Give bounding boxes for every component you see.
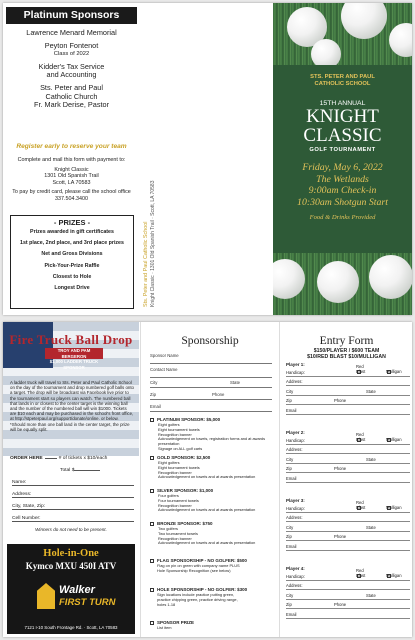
benefit-item: Acknowledgement on towels, registration forms and at awards presentation xyxy=(158,436,266,447)
entry-prices xyxy=(280,348,412,360)
sponsorship-panel xyxy=(140,322,278,637)
handicap-label: Handicap: xyxy=(286,437,305,443)
player-label: Player 4: xyxy=(286,566,305,571)
brochure-outside xyxy=(3,3,412,315)
title-line: CLASSIC xyxy=(303,125,382,146)
benefit-item: Sign locations include practice putting green, xyxy=(157,592,235,597)
dealer-name: Walker xyxy=(59,584,95,596)
address-label: Address: xyxy=(286,379,303,385)
sponsor-group xyxy=(3,63,140,80)
sponsor-group xyxy=(3,42,140,59)
event-venue: The Wetlands xyxy=(316,173,369,185)
city-state-zip-field[interactable] xyxy=(12,504,134,510)
sponsor-group xyxy=(3,29,140,38)
zip-label: Zip xyxy=(150,392,156,397)
benefit-item: Eight tournament towels xyxy=(158,464,200,470)
benefit-item: Flag on pin on green with company name PLUS xyxy=(157,563,240,568)
cover-text xyxy=(273,65,412,253)
sponsor-line: Class of 2022 xyxy=(53,51,90,58)
silver-checkbox[interactable] xyxy=(150,489,154,493)
zip-label: Zip xyxy=(286,398,292,404)
ball-drop-description: A ladder truck will travel to Sts. Peter and Paul Catholic School on the day of the tournament and drop numbered golf balls onto a target. The drop will be broadcast via Facebook live prior to the tournament start so players can watch. The numbered ball that lands in or closest to the center target is the winning ball and the number of the numbered ball will win $1000. Tickets are $10 each and may be purchased in the school's front office, at http://stpeterpaul.org/support/donate/online. or below. *Should more than one ball land in the center target, the prize will be equally split. xyxy=(10,380,134,432)
hole-checkbox[interactable] xyxy=(150,588,154,592)
benefit-item: Eight golfers xyxy=(158,422,180,427)
prize-item: Prizes awarded in gift certificates xyxy=(30,229,114,235)
address-line: Knight Classic xyxy=(54,166,89,173)
entry-form-title: Entry Form xyxy=(319,334,374,347)
red-blast-checkbox[interactable] xyxy=(357,574,361,578)
benefit-item: List item xyxy=(157,625,172,630)
register-early-text: Register early to reserve your team xyxy=(16,143,127,150)
city-state-field[interactable] xyxy=(286,454,410,464)
platinum-sponsor-list xyxy=(3,29,140,114)
address-label: Address: xyxy=(286,583,303,589)
level-name: HOLE SPONSORSHIP - NO GOLFER: $300 xyxy=(157,587,248,592)
address-field[interactable] xyxy=(286,581,410,591)
zip-label: Zip xyxy=(286,534,292,540)
city-label: City xyxy=(286,456,294,462)
phone-label: Phone xyxy=(334,534,347,540)
red-blast-checkbox[interactable] xyxy=(357,506,361,510)
cell-number-label: Cell Number: xyxy=(12,516,41,521)
food-note: Food & Drinks Provided xyxy=(309,214,376,222)
sponsor-line: Peyton Fontenot xyxy=(44,40,99,50)
dealer-address: 7121 I-10 South Frontage Rd. · Scott, LA 70583 xyxy=(24,625,118,630)
golf-ball-image xyxy=(317,261,359,303)
contact-name-field[interactable] xyxy=(150,373,272,378)
platinum-checkbox[interactable] xyxy=(150,418,154,422)
order-row xyxy=(10,456,134,473)
address-field[interactable] xyxy=(286,445,410,455)
level-benefits xyxy=(158,423,276,452)
contact-name-label: Contact Name xyxy=(150,367,178,372)
name-field[interactable] xyxy=(12,480,134,486)
mulligan-checkbox[interactable] xyxy=(387,506,391,510)
sponsor-line: Lawrence Menard Memorial xyxy=(26,28,117,37)
sponsor-panel xyxy=(3,3,140,315)
city-state-field[interactable] xyxy=(286,522,410,532)
level-benefits xyxy=(158,494,255,513)
flag-checkbox[interactable] xyxy=(150,559,154,563)
email-field[interactable] xyxy=(286,473,410,483)
price-each-label: x $10/each xyxy=(83,456,108,461)
level-benefits xyxy=(158,461,255,480)
city-label: City xyxy=(286,592,294,598)
ball-drop-title: Fire Truck Ball Drop xyxy=(9,332,133,347)
handicap-label: Handicap: xyxy=(286,573,305,579)
mulligan-checkbox[interactable] xyxy=(387,370,391,374)
level-name: BRONZE SPONSOR: $750 xyxy=(157,521,213,526)
zip-phone-field[interactable] xyxy=(286,464,410,474)
prize-item: Closest to Hole xyxy=(52,273,92,280)
benefit-item: holes 1-18 xyxy=(157,601,176,607)
benefit-item: Eight golfers xyxy=(158,460,180,465)
player-block xyxy=(286,498,410,551)
sponsor-name-field[interactable] xyxy=(150,359,272,364)
red-blast-label: Red Blast xyxy=(356,431,366,442)
benefit-item: Hole Sponsorship Recognition (see below) xyxy=(157,567,231,573)
sponsor-line: Catholic Church xyxy=(45,91,98,101)
mulligan-checkbox[interactable] xyxy=(387,438,391,442)
sponsor-level: $1,000 LADDER TRUCK SPONSOR xyxy=(49,359,99,370)
mailing-info xyxy=(3,157,140,206)
ticket-count-field[interactable] xyxy=(45,458,57,459)
email-label: Email xyxy=(286,475,297,481)
address-line: 1301 Old Spanish Trail xyxy=(150,220,156,271)
benefit-item: Four golfers xyxy=(158,493,179,498)
city-field[interactable] xyxy=(150,380,272,388)
city-label: City xyxy=(150,380,158,385)
mail-intro: Complete and mail this form with payment to: xyxy=(17,157,126,163)
total-row xyxy=(60,468,134,473)
email-field[interactable] xyxy=(286,609,410,619)
city-state-field[interactable] xyxy=(286,590,410,600)
golf-ball-image xyxy=(273,259,305,299)
benefit-item: Recognition banner xyxy=(158,431,192,437)
prize-item: 1st place, 2nd place, and 3rd place prizes xyxy=(20,240,124,247)
city-state-zip-label: City, State, Zip: xyxy=(12,504,46,509)
zip-field[interactable] xyxy=(150,392,272,400)
mulligan-label: Mulligan xyxy=(386,504,402,510)
state-label: State xyxy=(366,524,376,530)
handicap-label: Handicap: xyxy=(286,369,305,375)
prizes-box xyxy=(10,215,134,309)
winners-note: Winners do not need to be present. xyxy=(35,527,107,532)
address-field[interactable] xyxy=(286,513,410,523)
zip-phone-field[interactable] xyxy=(286,600,410,610)
level-benefits xyxy=(157,593,238,607)
benefit-item: Acknowledgement on towels and at awards presentation xyxy=(158,540,256,546)
player-block xyxy=(286,566,410,619)
hole-in-one-prize: Kymco MXU 450I ATV xyxy=(25,561,117,571)
mulligan-label: Mulligan xyxy=(386,368,402,374)
event-date: Friday, May 6, 2022 xyxy=(302,162,383,173)
benefit-item: Four tournament towels xyxy=(158,497,199,503)
zip-label: Zip xyxy=(286,602,292,608)
return-address-line: Knight Classic · 1301 Old Spanish Trail · Scott, LA 70583 xyxy=(150,180,156,307)
zip-phone-field[interactable] xyxy=(286,396,410,406)
card-note xyxy=(3,189,140,202)
benefit-item: Acknowledgement on towels and at awards presentation xyxy=(158,507,256,513)
sponsorship-title: Sponsorship xyxy=(181,334,239,347)
phone-label: Phone xyxy=(334,466,347,472)
phone-label: Phone xyxy=(212,392,225,397)
level-name: SPONSOR PRIZE xyxy=(157,620,195,625)
email-field[interactable] xyxy=(286,405,410,415)
level-name: GOLD SPONSOR: $2,500 xyxy=(157,455,211,460)
annual-label: 15TH ANNUAL xyxy=(319,100,366,107)
state-label: State xyxy=(366,592,376,598)
state-label: State xyxy=(230,380,241,385)
email-field[interactable] xyxy=(150,404,272,412)
benefit-item: Two tournament towels xyxy=(158,530,199,536)
player-label: Player 3: xyxy=(286,498,305,503)
cover-panel xyxy=(273,3,412,315)
player-label: Player 1: xyxy=(286,362,305,367)
red-blast-label: Red Blast xyxy=(356,567,366,578)
benefit-item: Signage on ALL golf carts xyxy=(158,445,203,451)
sponsor-line: Fr. Mark Derise, Pastor xyxy=(33,100,109,110)
address-line: Scott, LA 70583 xyxy=(52,179,91,186)
mail-address xyxy=(3,167,140,187)
prize-item: Net and Gross Divisions xyxy=(41,251,103,258)
city-label: City xyxy=(286,524,294,530)
tickets-label: # of tickets xyxy=(58,456,83,461)
phone-label: Phone xyxy=(334,398,347,404)
addon-price: $10/RED BLAST $10/MULLIGAN xyxy=(307,354,386,360)
address-label: Address: xyxy=(12,492,32,497)
title-line: KNIGHT xyxy=(306,106,379,127)
city-label: City xyxy=(286,388,294,394)
prize-item: Longest Drive xyxy=(54,285,90,292)
school-phone: 337.504.3400 xyxy=(55,195,88,202)
player-price: $150/PLAYER / $600 TEAM xyxy=(313,348,380,354)
player-block xyxy=(286,430,410,483)
sponsor-line: Sts. Peter and Paul xyxy=(40,82,103,92)
email-label: Email xyxy=(286,611,297,617)
address-line: Knight Classic xyxy=(150,275,156,307)
state-label: State xyxy=(366,456,376,462)
red-blast-label: Red Blast xyxy=(356,499,366,510)
sponsor-name: TROY AND PAM BERGERON xyxy=(57,348,91,359)
phone-label: Phone xyxy=(334,602,347,608)
sponsor-prize-checkbox[interactable] xyxy=(150,621,154,625)
golf-ball-image xyxy=(369,255,412,299)
return-address-school: Sts. Peter and Paul Catholic School xyxy=(143,221,149,307)
sponsor-name-label: Sponsor Name xyxy=(150,353,179,358)
return-address-vertical xyxy=(143,180,156,308)
grass-photo-top xyxy=(273,3,412,65)
total-label: Total $ xyxy=(60,468,75,473)
address-field[interactable] xyxy=(286,377,410,387)
golf-ball-image xyxy=(389,23,412,57)
benefit-item: Recognition banner xyxy=(158,502,192,508)
state-label: State xyxy=(366,388,376,394)
zip-phone-field[interactable] xyxy=(286,532,410,542)
player-block xyxy=(286,362,410,415)
sponsor-line: Kidder's Tax Service xyxy=(38,61,105,71)
golf-ball-image xyxy=(341,3,387,39)
school-line: CATHOLIC SCHOOL xyxy=(314,81,371,87)
sponsor-line: and Accounting xyxy=(46,70,97,80)
school-name xyxy=(273,74,412,88)
email-label: Email xyxy=(286,407,297,413)
grass-photo-bottom xyxy=(273,253,412,315)
email-label: Email xyxy=(150,404,161,409)
benefit-item: Recognition banner xyxy=(158,535,192,541)
hole-in-one-box xyxy=(7,544,135,634)
total-field[interactable] xyxy=(74,470,100,471)
benefit-item: Eight tournament towels xyxy=(158,426,200,432)
level-benefits xyxy=(157,564,240,574)
card-note-text: To pay by credit card, please call the school office xyxy=(12,189,131,196)
check-in-time: 9:00am Check-in xyxy=(308,185,377,197)
handicap-label: Handicap: xyxy=(286,505,305,511)
cell-number-field[interactable] xyxy=(12,516,134,522)
address-line: 1301 Old Spanish Trail xyxy=(44,173,99,180)
mulligan-checkbox[interactable] xyxy=(387,574,391,578)
player-label: Player 2: xyxy=(286,430,305,435)
order-label: ORDER HERE xyxy=(10,456,43,461)
benefit-item: practice chipping green, practice driving range, xyxy=(157,596,238,602)
shotgun-start-time: 10:30am Shotgun Start xyxy=(297,196,388,208)
address-label: Address: xyxy=(286,447,303,453)
ball-drop-panel xyxy=(3,322,139,637)
brochure-inside xyxy=(3,322,412,637)
ladder-truck-sponsor xyxy=(45,348,103,370)
level-name: SILVER SPONSOR: $1,000 xyxy=(157,488,214,493)
name-label: Name: xyxy=(12,480,27,485)
prizes-title: - PRIZES - xyxy=(53,218,91,227)
prize-item: Pick-Your-Prize Raffle xyxy=(44,262,100,269)
sponsor-group xyxy=(3,84,140,110)
event-title xyxy=(273,107,412,145)
address-field[interactable] xyxy=(12,492,134,498)
red-blast-checkbox[interactable] xyxy=(357,370,361,374)
red-blast-label: Red Blast xyxy=(356,363,366,374)
level-name: PLATINUM SPONSOR: $5,000 xyxy=(157,417,221,422)
level-benefits xyxy=(158,527,255,546)
dealer-logo-icon xyxy=(37,583,55,609)
benefit-item: Acknowledgement on towels and at awards presentation xyxy=(158,474,256,480)
hole-in-one-title: Hole-in-One xyxy=(43,548,99,559)
gold-checkbox[interactable] xyxy=(150,456,154,460)
entry-form-panel xyxy=(279,322,412,637)
zip-label: Zip xyxy=(286,466,292,472)
email-label: Email xyxy=(286,543,297,549)
red-blast-checkbox[interactable] xyxy=(357,438,361,442)
city-state-field[interactable] xyxy=(286,386,410,396)
mulligan-label: Mulligan xyxy=(386,436,402,442)
email-field[interactable] xyxy=(286,541,410,551)
mulligan-label: Mulligan xyxy=(386,572,402,578)
benefit-item: Two golfers xyxy=(158,526,178,531)
address-label: Address: xyxy=(286,515,303,521)
level-benefits xyxy=(157,626,172,631)
address-line: Scott, LA 70583 xyxy=(150,180,156,216)
platinum-sponsors-title: Platinum Sponsors xyxy=(6,7,137,24)
benefit-item: Recognition banner xyxy=(158,469,192,475)
school-line: STS. PETER AND PAUL xyxy=(310,74,375,80)
event-subtitle: GOLF TOURNAMENT xyxy=(309,147,376,153)
level-name: FLAG SPONSORSHIP - NO GOLFER: $500 xyxy=(157,558,247,563)
dealer-tagline: FIRST TURN xyxy=(59,597,116,608)
bronze-checkbox[interactable] xyxy=(150,522,154,526)
